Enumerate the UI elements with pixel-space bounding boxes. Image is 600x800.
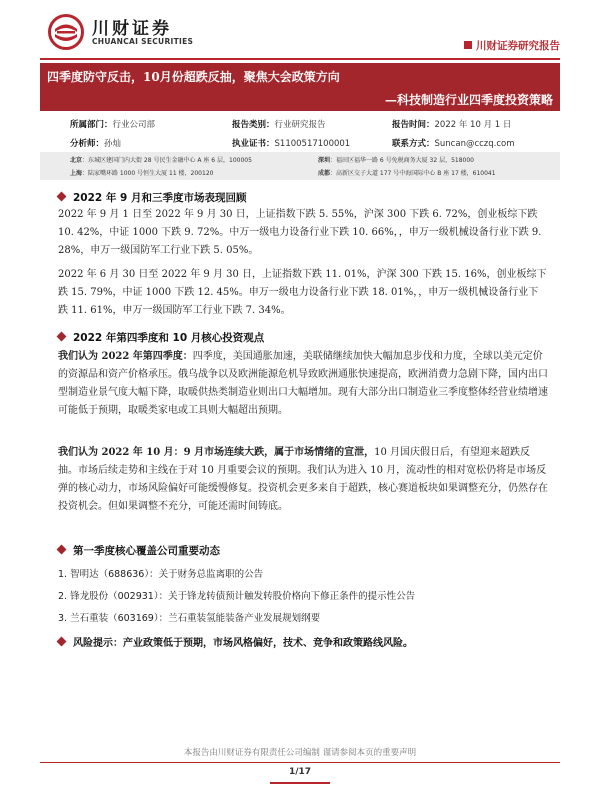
address-shenzhen-label: 深圳 (318, 157, 331, 164)
date-label: 报告时间： (392, 120, 435, 130)
address-shanghai (70, 168, 213, 177)
address-beijing-label: 北京 (70, 157, 83, 164)
section-title-review-text: 2022 年 9 月和三季度市场表现回顾 (73, 192, 247, 204)
address-chengdu (318, 168, 496, 177)
type-value: 行业研究报告 (274, 120, 326, 130)
diamond-bullet-icon (57, 637, 67, 647)
section-title-outlook-text: 2022 年第四季度和 10 月核心投资观点 (73, 332, 265, 344)
address-beijing-text: ：东城区建国门内大街 28 号民生金融中心 A 座 6 层，100005 (82, 157, 252, 164)
address-shenzhen-text: ：福田区福华一路 6 号免税商务大厦 32 层，518000 (330, 157, 475, 164)
list-item: 2. 锋龙股份（002931）：关于锋龙转债预计触发转股价格向下修正条件的提示性公告 (58, 591, 416, 602)
report-subtitle: —科技制造行业四季度投资策略 (384, 93, 553, 107)
company-name-cn: 川财证券 (92, 19, 172, 39)
analyst-field (70, 137, 121, 149)
type-label: 报告类别： (232, 120, 275, 130)
address-shanghai-text: ：陆家嘴环路 1000 号恒生大厦 11 楼，200120 (82, 170, 214, 177)
risk-warning (58, 634, 413, 649)
report-title: 四季度防守反击，10月份超跌反抽，聚焦大会政策方向 (47, 70, 340, 84)
list-item: 1. 智明达（688636）：关于财务总监离职的公告 (58, 569, 264, 580)
cert-value: S1100517100001 (274, 139, 351, 149)
analyst-value: 孙灿 (104, 139, 122, 149)
page-number-underline (270, 782, 330, 784)
footer-divider (40, 762, 560, 763)
contact-label: 联系方式： (392, 139, 435, 149)
october-outlook-body: 10 月国庆假日后，有望迎来超跌反抽。市场后续走势和主线在于对 10 月重要会议的预期。我们认为进入 10 月，流动性的相对宽松仍将是市场反弹的核心动力，市场风险偏好可能缓慢修复。投资机会更多来自于超跌，核心赛道板块如果调整充分，仍然存在投资机会。但如果调整不充分，可能还需时间铸底。 (58, 447, 548, 512)
section-title-review (58, 190, 247, 205)
report-tag-label: 川财证券研究报告 (476, 40, 560, 52)
q4-outlook-body: 四季度，美国通胀加速，美联储继续加快大幅加息步伐和力度，全球以美元定价的资源品和资产价格承压。俄乌战争以及欧洲能源危机导致欧洲通胀快速提高，欧洲消费力急剧下降，国内出口型制造业景气度大幅下降，取暖供热类制造业则出口大幅增加。现有大部分出口制造业三季度整体经营业绩增速可能低于预期，取暖类家电或工具则大幅超出预期。 (58, 351, 548, 416)
paragraph-september-review: 2022 年 9 月 1 日至 2022 年 9 月 30 日，上证指数下跌 5. 55%，沪深 300 下跌 6. 72%，创业板综下跌 10. 42%，中证 1000 下跌 9. 72%。中万一级电力设备行业下跌 10. 66%，，申万一级机械设备行业下跌 9. 28%，申万一级国防军工行业下跌 5. 05%。 (58, 209, 542, 256)
section-title-company-news (58, 543, 220, 558)
report-tag (400, 38, 560, 53)
paragraph-q4-outlook (58, 348, 548, 420)
company-name-en: CHUANCAI SECURITIES (92, 37, 194, 46)
red-square-icon (464, 41, 472, 49)
date-field (392, 118, 511, 130)
contact-value[interactable]: Suncan@cczq.com (434, 139, 515, 149)
chuancai-logo-icon (48, 14, 84, 50)
page-number: 1/17 (288, 767, 312, 777)
address-chengdu-text: ：高新区交子大道 177 号中海国际中心 B 座 17 楼，610041 (330, 170, 496, 177)
diamond-bullet-icon (57, 192, 67, 202)
paragraph-october-outlook (58, 444, 548, 516)
address-shanghai-label: 上海 (70, 170, 83, 177)
q4-outlook-lead: 我们认为 2022 年第四季度： (58, 351, 193, 362)
dept-field (70, 118, 155, 130)
risk-warning-text: 风险提示：产业政策低于预期，市场风格偏好，技术、竞争和政策路线风险。 (73, 638, 413, 649)
cert-field (232, 137, 350, 149)
analyst-label: 分析师： (70, 139, 105, 149)
diamond-bullet-icon (57, 545, 67, 555)
cert-label: 执业证书： (232, 139, 275, 149)
paragraph-quarter-review: 2022 年 6 月 30 日至 2022 年 9 月 30 日，上证指数下跌 11. 01%，沪深 300 下跌 15. 16%，创业板综下跌 15. 79%，中证 1000 下跌 12. 45%。申万一级电力设备行业下跌 18. 01%，，申万一级机械设备行业下跌 11. 61%，申万一级国防军工行业下跌 7. 34%。 (58, 269, 547, 316)
type-field (232, 118, 326, 130)
address-shenzhen (318, 155, 474, 164)
section-title-company-news-text: 第一季度核心覆盖公司重要动态 (73, 545, 220, 557)
dept-label: 所属部门： (70, 120, 113, 130)
contact-field (392, 137, 515, 149)
diamond-bullet-icon (57, 332, 67, 342)
address-beijing (70, 155, 252, 164)
section-title-outlook (58, 330, 264, 345)
date-value: 2022 年 10 月 1 日 (434, 120, 512, 130)
october-outlook-lead: 我们认为 2022 年 10 月：9 月市场连续大跌，属于市场情绪的宣泄， (58, 447, 375, 458)
address-chengdu-label: 成都 (318, 170, 331, 177)
header-divider (40, 58, 560, 60)
list-item: 3. 兰石重装（603169）：兰石重装氢能装备产业发展规划纲要 (58, 613, 321, 624)
footer-disclaimer: 本报告由川财证券有限责任公司编制 谨请参阅本页的重要声明 (183, 748, 417, 758)
dept-value: 行业公司部 (112, 120, 156, 130)
